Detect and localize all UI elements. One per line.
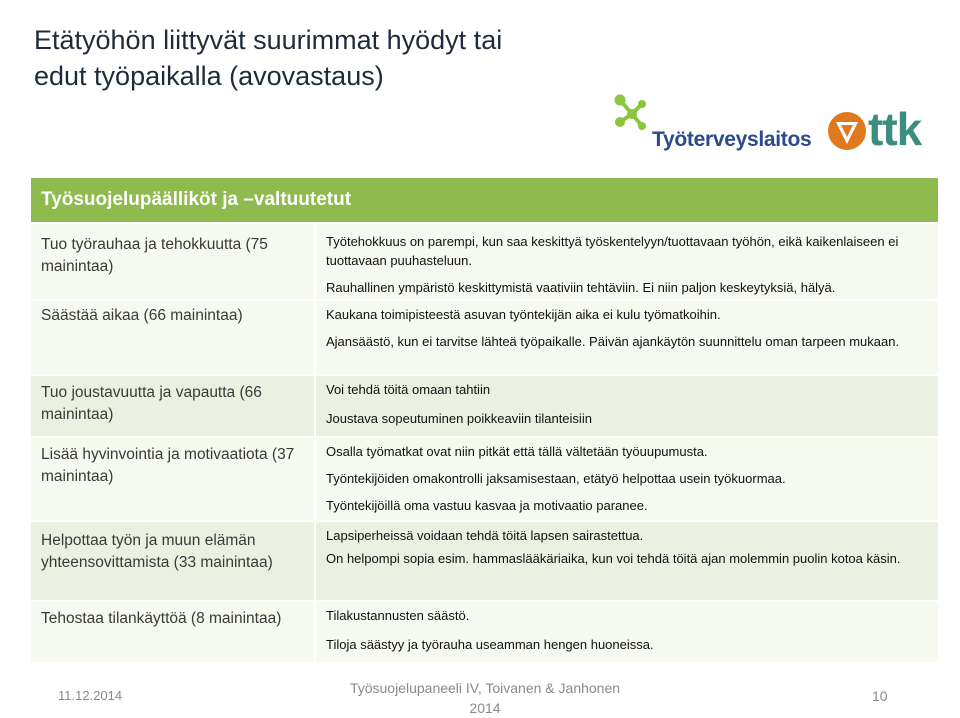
ttk-emblem-icon <box>826 110 868 152</box>
row-category: Tuo työrauhaa ja tehokkuutta (75 mainintaa) <box>31 224 316 299</box>
example-text: Tiloja säästyy ja työrauha useamman hengen huoneissa. <box>326 637 654 652</box>
slide-title-line-1: Etätyöhön liittyvät suurimmat hyödyt tai <box>34 25 503 55</box>
table-row <box>31 301 938 376</box>
footer-source-line-1: Työsuojelupaneeli IV, Toivanen & Janhonen <box>349 680 621 696</box>
slide-title <box>34 22 594 94</box>
ttl-logo-text: Työterveyslaitos <box>652 128 812 151</box>
example-text: Tilakustannusten säästö. <box>326 608 470 623</box>
example-text: Osalla työmatkat ovat niin pitkät että tällä vältetään työuupumusta. <box>326 444 708 459</box>
row-examples <box>316 301 938 374</box>
page-number: 10 <box>872 688 888 704</box>
ttk-logo-text: ttk <box>868 103 922 155</box>
table-header: Työsuojelupäälliköt ja –valtuutetut <box>31 178 938 224</box>
row-examples <box>316 224 938 299</box>
benefits-table <box>31 178 938 664</box>
table-row <box>31 522 938 602</box>
row-category: Säästää aikaa (66 mainintaa) <box>31 301 316 374</box>
row-examples <box>316 438 938 520</box>
example-text: On helpompi sopia esim. hammaslääkäriaika, kun voi tehdä töitä ajan molemmin puolin kotoa käsin. <box>326 551 901 566</box>
tyoterveyslaitos-logo <box>612 92 812 162</box>
row-category: Lisää hyvinvointia ja motivaatiota (37 mainintaa) <box>31 438 316 520</box>
table-row <box>31 438 938 522</box>
example-text: Työntekijöillä oma vastuu kasvaa ja motivaatio paranee. <box>326 498 648 513</box>
row-examples <box>316 376 938 436</box>
table-row <box>31 224 938 301</box>
example-text: Työntekijöiden omakontrolli jaksamisestaan, etätyö helpottaa usein työkuormaa. <box>326 471 786 486</box>
row-category: Tuo joustavuutta ja vapautta (66 mainintaa) <box>31 376 316 436</box>
row-category: Tehostaa tilankäyttöä (8 mainintaa) <box>31 602 316 662</box>
ttk-logo <box>826 103 956 164</box>
slide-title-line-2: edut työpaikalla (avovastaus) <box>34 61 384 91</box>
example-text: Työtehokkuus on parempi, kun saa keskittyä työskentelyyn/tuottavaan työhön, eikä kaikenlaiseen ei tuottavaan puuhasteluun. <box>326 234 899 268</box>
footer-source <box>330 678 640 718</box>
footer-date: 11.12.2014 <box>58 688 123 703</box>
footer-source-line-2: 2014 <box>469 700 501 716</box>
row-examples <box>316 522 938 600</box>
example-text: Ajansäästö, kun ei tarvitse lähteä työpaikalle. Päivän ajankäytön suunnittelu oman tarpeen mukaan. <box>326 334 900 349</box>
row-category: Helpottaa työn ja muun elämän yhteensovittamista (33 mainintaa) <box>31 522 316 600</box>
table-row <box>31 602 938 664</box>
example-text: Voi tehdä töitä omaan tahtiin <box>326 382 491 397</box>
example-text: Joustava sopeutuminen poikkeaviin tilanteisiin <box>326 411 592 426</box>
example-text: Kaukana toimipisteestä asuvan työntekijän aika ei kulu työmatkoihin. <box>326 307 721 322</box>
example-text: Lapsiperheissä voidaan tehdä töitä lapsen sairastettua. <box>326 528 644 543</box>
table-row <box>31 376 938 438</box>
example-text: Rauhallinen ympäristö keskittymistä vaativiin tehtäviin. Ei niin paljon keskeytyksiä, hälyä. <box>326 280 836 295</box>
row-examples <box>316 602 938 662</box>
